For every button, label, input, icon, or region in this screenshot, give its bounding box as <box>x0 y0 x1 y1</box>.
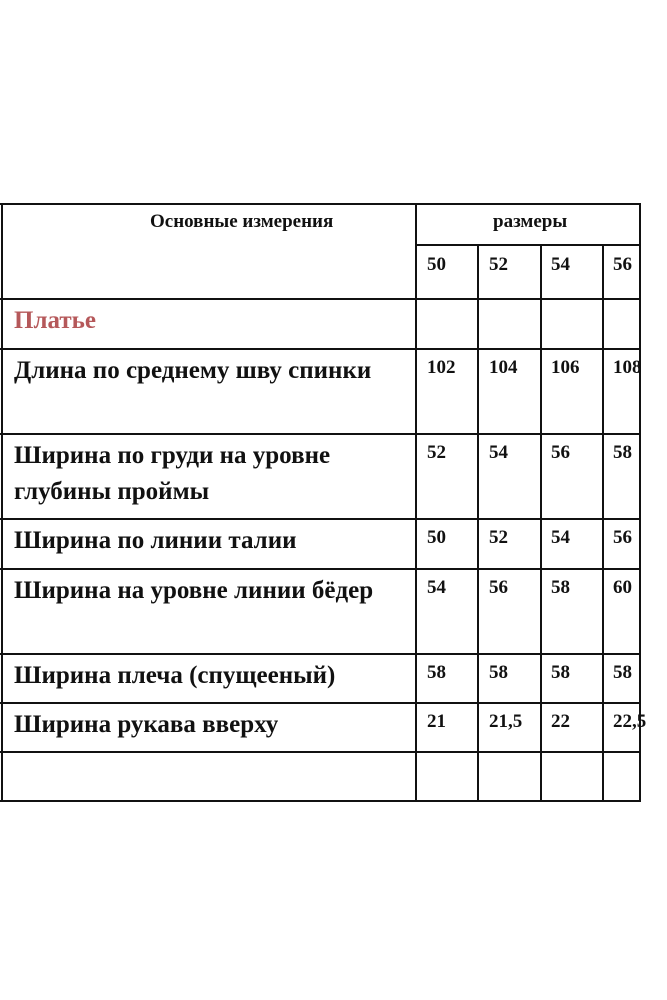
row-label: Ширина по линии талии <box>14 527 297 554</box>
row-divider <box>0 348 641 350</box>
row-value: 54 <box>551 527 570 548</box>
row-label: Длина по среднему шву спинки <box>14 357 372 384</box>
row-value: 21,5 <box>489 711 523 732</box>
row-value: 58 <box>613 662 632 683</box>
row-value: 60 <box>613 577 632 598</box>
row-value: 58 <box>551 662 570 683</box>
row-value: 108 <box>613 357 642 378</box>
row-divider <box>0 568 641 570</box>
row-divider <box>0 751 641 753</box>
row-divider <box>0 433 641 435</box>
row-value: 52 <box>427 442 446 463</box>
column-divider <box>540 244 542 802</box>
table-border-bottom <box>0 800 641 802</box>
row-value: 56 <box>551 442 570 463</box>
row-label: Ширина рукава вверху <box>14 711 279 738</box>
column-divider <box>477 244 479 802</box>
row-value: 104 <box>489 357 518 378</box>
row-value: 102 <box>427 357 456 378</box>
row-value: 52 <box>489 527 508 548</box>
row-divider <box>0 298 641 300</box>
row-label: Ширина по груди на уровне глубины проймы <box>14 442 331 505</box>
row-value: 58 <box>551 577 570 598</box>
table-border-top <box>0 203 641 205</box>
column-divider <box>415 203 417 802</box>
row-value: 22,5 <box>613 711 647 732</box>
size-50: 50 <box>427 254 446 275</box>
row-value: 22 <box>551 711 570 732</box>
row-value: 56 <box>489 577 508 598</box>
row-value: 21 <box>427 711 446 732</box>
size-56: 56 <box>613 254 632 275</box>
row-value: 58 <box>613 442 632 463</box>
size-54: 54 <box>551 254 570 275</box>
row-value: 58 <box>427 662 446 683</box>
row-label: Ширина на уровне линии бёдер <box>14 577 374 604</box>
header-main-label: Основные измерения <box>150 211 334 232</box>
row-value: 58 <box>489 662 508 683</box>
row-value: 54 <box>489 442 508 463</box>
column-divider <box>602 244 604 802</box>
table-border-left <box>1 203 3 802</box>
row-divider <box>0 518 641 520</box>
header-sizes-label: размеры <box>493 211 568 232</box>
row-value: 54 <box>427 577 446 598</box>
row-label: Ширина плеча (спущееный) <box>14 662 336 689</box>
row-value: 56 <box>613 527 632 548</box>
size-52: 52 <box>489 254 508 275</box>
row-divider <box>0 702 641 704</box>
header-divider <box>417 244 641 246</box>
section-title: Платье <box>14 307 96 334</box>
row-divider <box>0 653 641 655</box>
row-value: 50 <box>427 527 446 548</box>
row-value: 106 <box>551 357 580 378</box>
